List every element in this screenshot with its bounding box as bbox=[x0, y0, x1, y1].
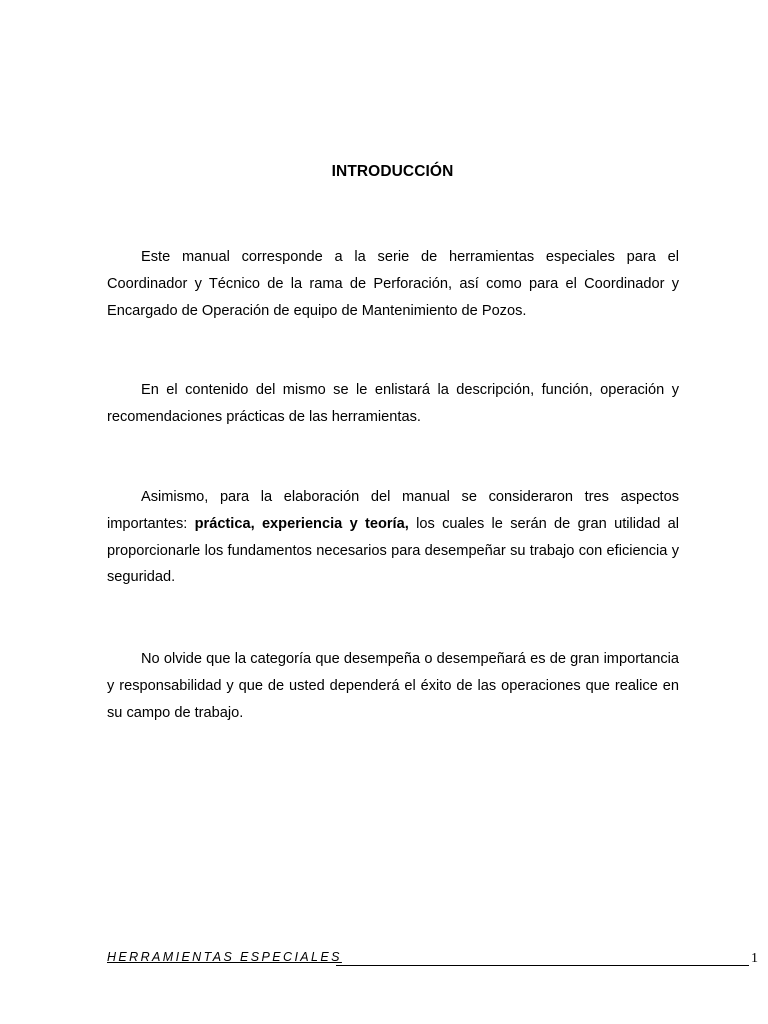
page-title: INTRODUCCIÓN bbox=[331, 163, 454, 180]
paragraph-aspects bbox=[107, 484, 679, 591]
paragraph-aspects-bold: práctica, experiencia y teoría, bbox=[194, 515, 409, 532]
footer-rule bbox=[336, 965, 749, 966]
page-footer bbox=[107, 950, 758, 970]
paragraph-closing: No olvide que la categoría que desempeña o desempeñará es de gran importancia y responsabilidad y que de usted dependerá el éxito de las operaciones que realice en su campo de trabajo. bbox=[107, 651, 679, 721]
paragraph-aspects-after: los cuales le serán de gran utilidad al proporcionarle los fundamentos necesarios para desempeñar su trabajo con eficiencia y seguridad. bbox=[107, 515, 679, 586]
page-number: 1 bbox=[751, 951, 758, 966]
paragraph-contents: En el contenido del mismo se le enlistará la descripción, función, operación y recomendaciones prácticas de las herramientas. bbox=[107, 382, 679, 425]
paragraph-intro: Este manual corresponde a la serie de herramientas especiales para el Coordinador y Técnico de la rama de Perforación, así como para el Coordinador y Encargado de Operación de equipo de Mantenimiento de Pozos. bbox=[107, 249, 679, 319]
paragraph-aspects-before: Asimismo, para la elaboración del manual se consideraron tres aspectos importantes: bbox=[107, 489, 679, 532]
footer-label: HERRAMIENTAS ESPECIALES bbox=[107, 950, 342, 964]
